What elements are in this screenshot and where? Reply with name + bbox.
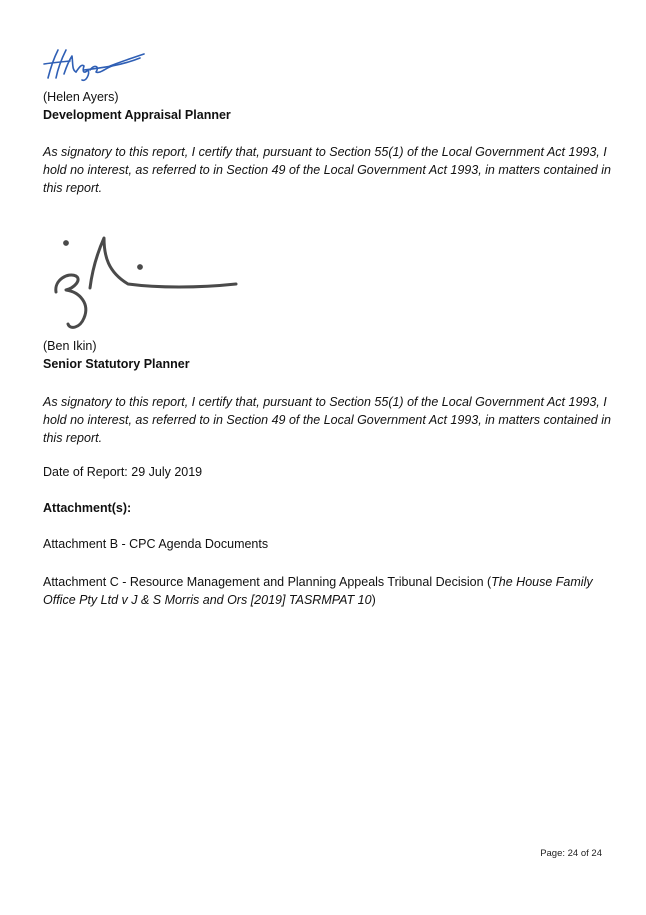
attachment-c-citation: Office Pty Ltd v J & S Morris and Ors [2019] TASRMPAT 10 — [43, 593, 372, 607]
attachment-c — [43, 573, 603, 609]
attachment-b: Attachment B - CPC Agenda Documents — [43, 537, 269, 551]
attachment-c-line2 — [43, 593, 376, 607]
attachment-c-line1 — [43, 573, 603, 591]
signatory1-certification: As signatory to this report, I certify that, pursuant to Section 55(1) of the Local Government Act 1993, I hold no interest, as referred to in Section 49 of the Local Government Act 1993, in matters contained in this report. — [43, 145, 611, 195]
signatory1-name: (Helen Ayers) — [43, 90, 119, 104]
report-date: Date of Report: 29 July 2019 — [43, 465, 203, 479]
attachment-c-prefix: Attachment C - Resource Management and Planning Appeals Tribunal Decision ( — [43, 575, 492, 589]
attachment-c-suffix: ) — [371, 593, 376, 607]
signatory2-certification: As signatory to this report, I certify that, pursuant to Section 55(1) of the Local Government Act 1993, I hold no interest, as referred to in Section 49 of the Local Government Act 1993, in matters contained in this report. — [43, 395, 611, 445]
signatory2-title: Senior Statutory Planner — [43, 357, 190, 371]
signatory2-name: (Ben Ikin) — [43, 339, 97, 353]
signatory1-title: Development Appraisal Planner — [43, 108, 231, 122]
signature-helen-ayers — [40, 44, 150, 84]
page-number: Page: 24 of 24 — [540, 848, 602, 859]
attachments-heading: Attachment(s): — [43, 501, 132, 515]
attachment-c-case-name: The House Family — [491, 575, 593, 589]
signature-ben-ikin — [48, 232, 244, 334]
